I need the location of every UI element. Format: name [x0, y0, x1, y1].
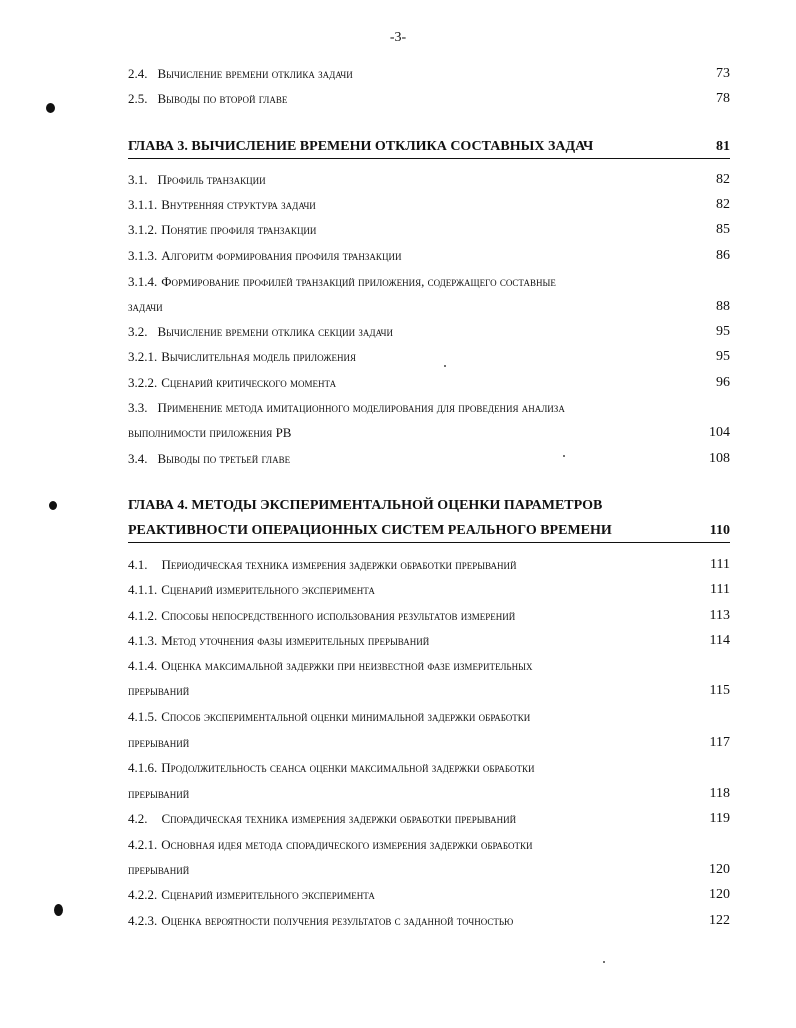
toc-page: 108	[709, 451, 730, 466]
toc-page: 118	[709, 786, 730, 801]
toc-title: задачи	[128, 299, 163, 314]
toc-number: 3.1.4.	[128, 274, 158, 289]
chapter-page: 110	[709, 523, 730, 538]
page-number: -3-	[389, 30, 407, 45]
toc-entry	[128, 449, 730, 469]
toc-title: Вычисление времени отклика задачи	[157, 66, 353, 81]
toc-entry-continuation	[128, 423, 730, 443]
toc-page: 111	[710, 582, 730, 597]
toc-number: 2.5.	[128, 91, 148, 106]
toc-entry	[128, 322, 730, 342]
toc-title: Способы непосредственного использования результатов измерений	[161, 608, 516, 623]
chapter-heading	[128, 495, 730, 517]
toc-number: 4.1.4.	[128, 658, 158, 673]
toc-entry	[128, 272, 730, 292]
toc-page: 117	[709, 735, 730, 750]
toc-entry-continuation	[128, 860, 730, 880]
toc-title: Спорадическая техника измерения задержки обработки прерываний	[161, 811, 517, 826]
toc-number: 4.2.3.	[128, 913, 158, 928]
toc-entry	[128, 555, 730, 575]
ink-blot	[49, 501, 57, 510]
toc-page: 115	[709, 683, 730, 698]
toc-page: 111	[710, 557, 730, 572]
toc-number: 3.2.	[128, 324, 148, 339]
toc-number: 3.1.3.	[128, 248, 158, 263]
toc-title: Основная идея метода спорадического измерения задержки обработки	[161, 837, 533, 852]
toc-title: Продолжительность сеанса оценки максимальной задержки обработки	[161, 760, 535, 775]
toc-number: 3.4.	[128, 451, 148, 466]
toc-title: Метод уточнения фазы измерительных прерываний	[161, 633, 430, 648]
toc-entry-continuation	[128, 733, 730, 753]
ink-blot	[46, 103, 55, 113]
toc-page: 73	[716, 66, 730, 81]
toc-title: прерываний	[128, 862, 190, 877]
toc-title: Внутренняя структура задачи	[161, 197, 316, 212]
toc-entry	[128, 835, 730, 855]
chapter-title: ГЛАВА 4. МЕТОДЫ ЭКСПЕРИМЕНТАЛЬНОЙ ОЦЕНКИ ПАРАМЕТРОВ	[128, 498, 603, 513]
toc-number: 3.2.1.	[128, 349, 158, 364]
toc-title: прерываний	[128, 735, 190, 750]
chapter-page: 81	[716, 139, 730, 154]
toc-entry	[128, 64, 730, 84]
toc-number: 4.1.3.	[128, 633, 158, 648]
toc-page: 86	[716, 248, 730, 263]
toc-title: Оценка вероятности получения результатов с заданной точностью	[161, 913, 514, 928]
toc-title: прерываний	[128, 683, 190, 698]
toc-number: 3.1.	[128, 172, 148, 187]
toc-page: 114	[709, 633, 730, 648]
toc-title: Алгоритм формирования профиля транзакции	[161, 248, 402, 263]
toc-number: 4.1.1.	[128, 582, 158, 597]
toc-number: 4.1.6.	[128, 760, 158, 775]
scan-speck	[444, 365, 446, 367]
chapter-heading	[128, 520, 730, 543]
toc-title: выполнимости приложения РВ	[128, 425, 292, 440]
toc-title: Вычисление времени отклика секции задачи	[157, 324, 393, 339]
toc-entry	[128, 89, 730, 109]
toc-entry	[128, 656, 730, 676]
toc-entry	[128, 195, 730, 215]
toc-title: Оценка максимальной задержки при неизвестной фазе измерительных	[161, 658, 533, 673]
toc-entry	[128, 631, 730, 651]
toc-entry	[128, 398, 730, 418]
toc-page: 119	[709, 811, 730, 826]
toc-title: Периодическая техника измерения задержки обработки прерываний	[161, 557, 517, 572]
toc-title: Формирование профилей транзакций приложения, содержащего составные	[161, 274, 556, 289]
toc-entry	[128, 758, 730, 778]
toc-title: Вычислительная модель приложения	[161, 349, 356, 364]
chapter-title: ГЛАВА 3. ВЫЧИСЛЕНИЕ ВРЕМЕНИ ОТКЛИКА СОСТАВНЫХ ЗАДАЧ	[128, 139, 594, 154]
toc-title: Выводы по третьей главе	[157, 451, 291, 466]
toc-entry	[128, 246, 730, 266]
toc-page: 82	[716, 172, 730, 187]
toc-number: 4.1.5.	[128, 709, 158, 724]
toc-entry	[128, 606, 730, 626]
toc-number: 2.4.	[128, 66, 148, 81]
toc-title: Понятие профиля транзакции	[161, 222, 317, 237]
toc-title: прерываний	[128, 786, 190, 801]
toc-entry	[128, 580, 730, 600]
toc-entry-continuation	[128, 681, 730, 701]
toc-number: 4.1.	[128, 557, 148, 572]
toc-title: Сценарий измерительного эксперимента	[161, 887, 375, 902]
toc-page: 95	[716, 349, 730, 364]
scan-speck	[603, 961, 605, 963]
toc-number: 4.2.	[128, 811, 148, 826]
toc-page: 78	[716, 91, 730, 106]
toc-number: 4.2.2.	[128, 887, 158, 902]
toc-page: 96	[716, 375, 730, 390]
toc-number: 3.3.	[128, 400, 148, 415]
toc-page: 120	[709, 887, 730, 902]
toc-page: 85	[716, 222, 730, 237]
toc-entry-continuation	[128, 784, 730, 804]
ink-blot	[54, 904, 63, 916]
toc-title: Применение метода имитационного моделирования для проведения анализа	[157, 400, 565, 415]
toc-page: 113	[709, 608, 730, 623]
toc-title: Выводы по второй главе	[157, 91, 288, 106]
toc-page: 104	[709, 425, 730, 440]
toc-entry	[128, 170, 730, 190]
chapter-title: РЕАКТИВНОСТИ ОПЕРАЦИОННЫХ СИСТЕМ РЕАЛЬНОГО ВРЕМЕНИ	[128, 523, 612, 538]
scan-speck	[563, 455, 565, 457]
toc-page: 95	[716, 324, 730, 339]
toc-title: Способ экспериментальной оценки минимальной задержки обработки	[161, 709, 531, 724]
toc-page: 82	[716, 197, 730, 212]
toc-title: Сценарий критического момента	[161, 375, 337, 390]
toc-entry	[128, 885, 730, 905]
toc-title: Сценарий измерительного эксперимента	[161, 582, 375, 597]
toc-number: 4.1.2.	[128, 608, 158, 623]
chapter-heading	[128, 136, 730, 159]
toc-page: 122	[709, 913, 730, 928]
toc-entry-continuation	[128, 297, 730, 317]
toc-entry	[128, 911, 730, 931]
toc-entry	[128, 707, 730, 727]
toc-page: 120	[709, 862, 730, 877]
toc-number: 3.1.1.	[128, 197, 158, 212]
toc-entry	[128, 373, 730, 393]
toc-number: 3.2.2.	[128, 375, 158, 390]
toc-page: 88	[716, 299, 730, 314]
toc-number: 3.1.2.	[128, 222, 158, 237]
toc-entry	[128, 220, 730, 240]
toc-entry	[128, 347, 730, 367]
toc-number: 4.2.1.	[128, 837, 158, 852]
toc-title: Профиль транзакции	[157, 172, 266, 187]
toc-entry	[128, 809, 730, 829]
